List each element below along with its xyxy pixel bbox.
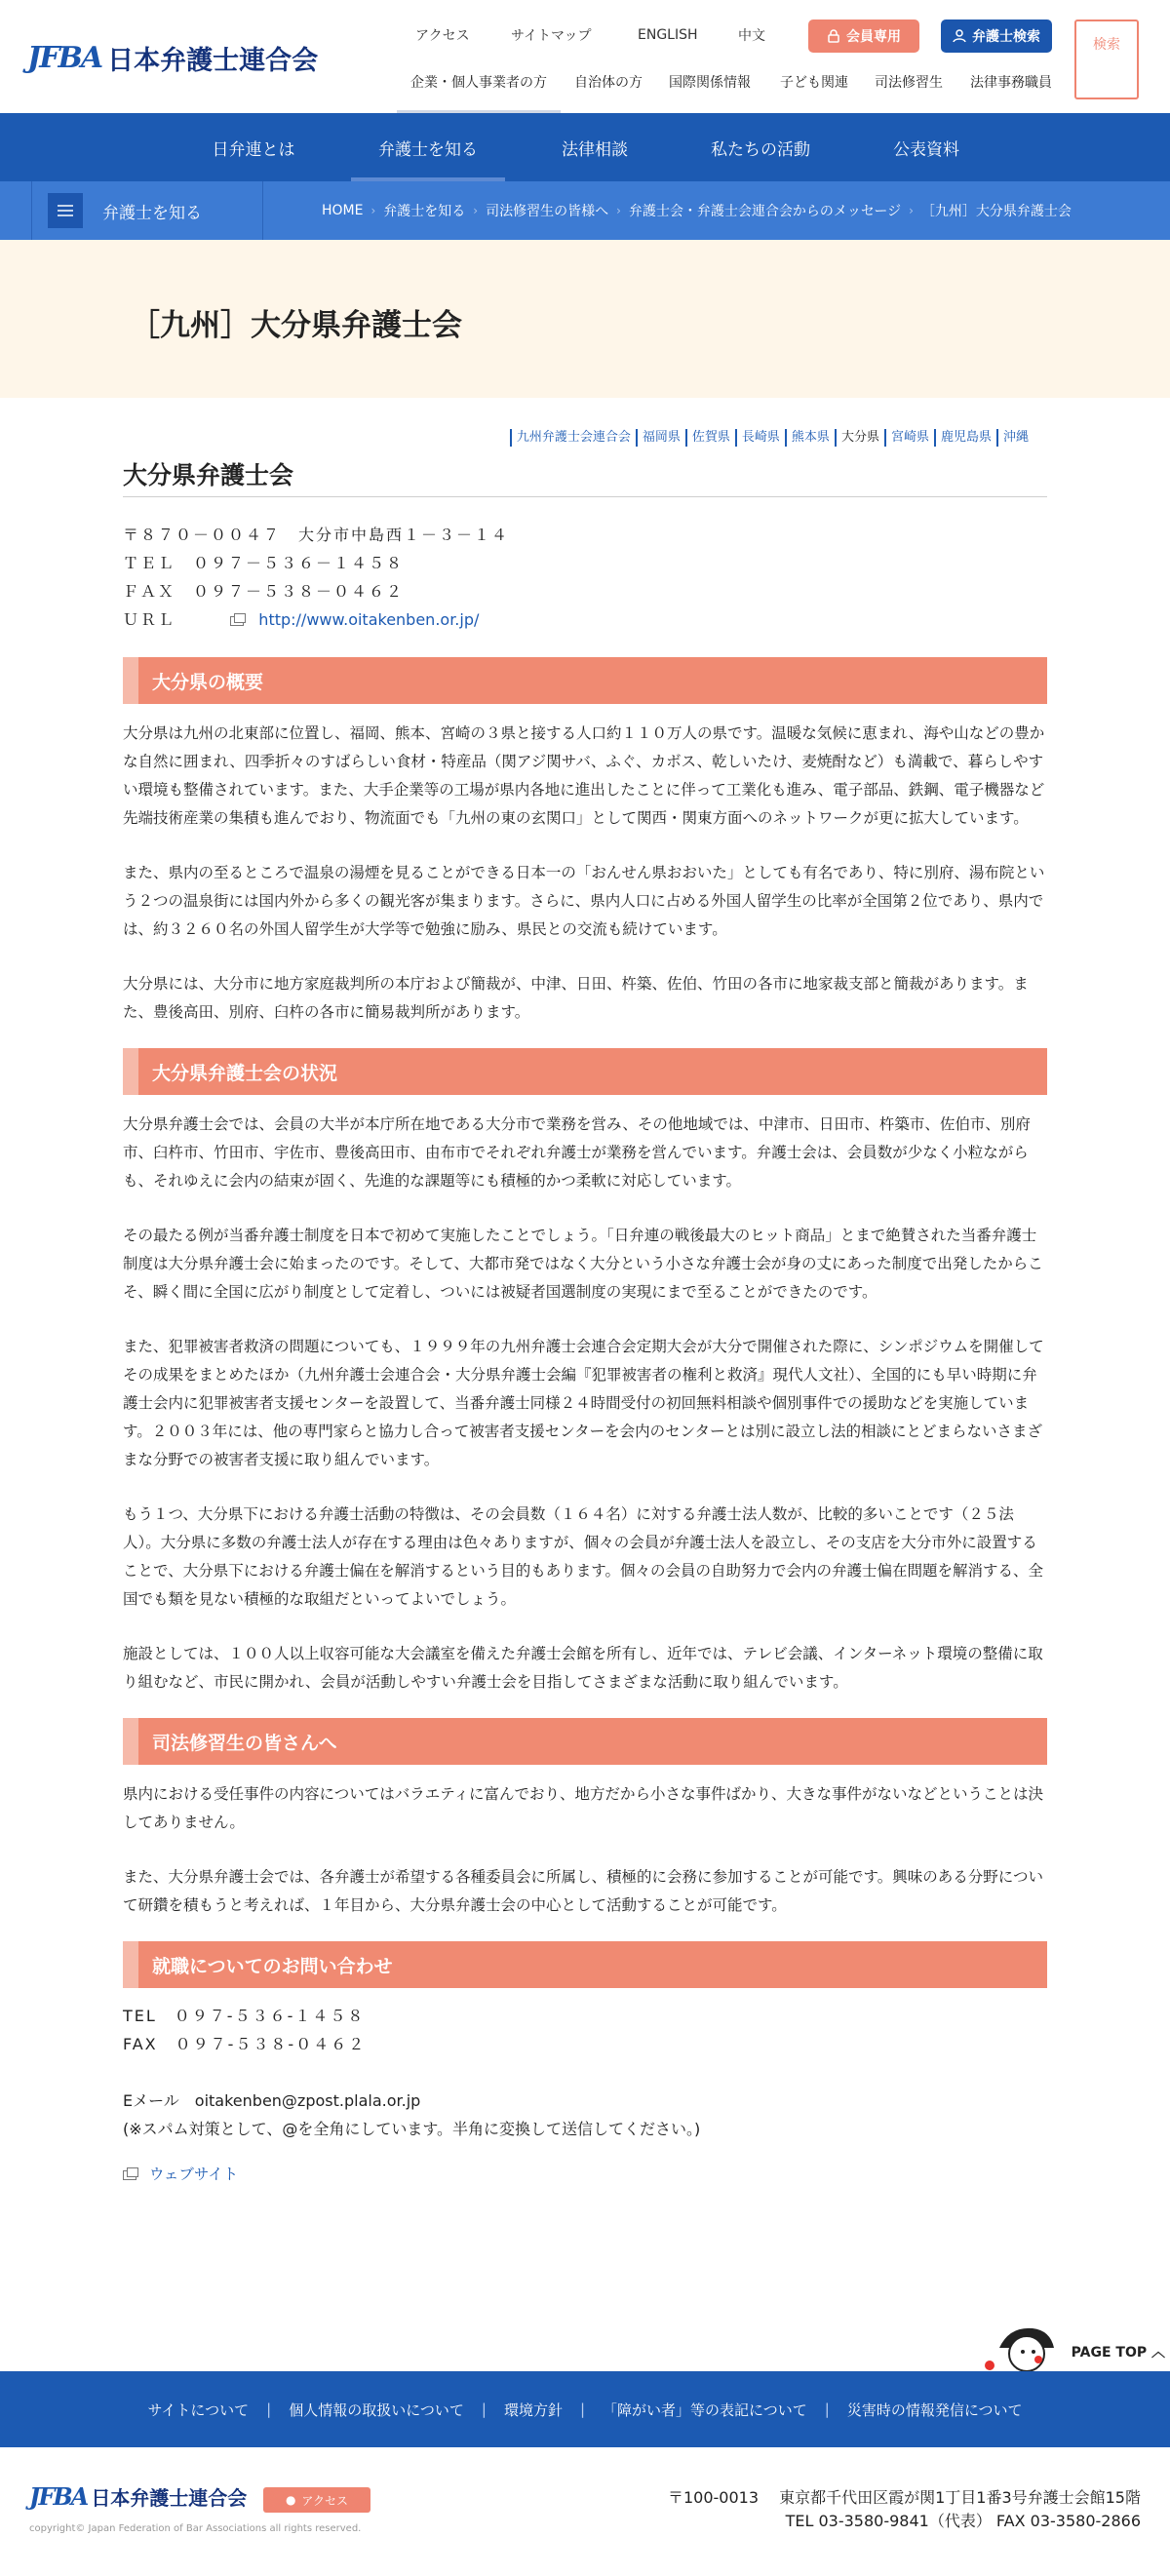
status-paragraph: 大分県弁護士会では、会員の大半が本庁所在地である大分市で業務を営み、その他地域では、中津市、日田市、杵築市、佐伯市、別府市、臼杵市、竹田市、宇佐市、豊後高田市、由布市でそれぞれ弁護士が業務を営んでいます。弁護士会は、会員数が少なく小粒ながらも、それゆえに会内の結束が固く、先進的な課題等にも積極的かつ柔軟に対応しています。	[123, 1115, 1031, 1190]
region-link-kumamoto[interactable]: 熊本県	[785, 429, 835, 447]
chevron-right-icon: ›	[370, 204, 376, 217]
util-link-sitemap[interactable]: サイトマップ	[511, 28, 592, 44]
breadcrumb-home[interactable]: HOME	[322, 203, 364, 218]
region-link-kyushu[interactable]: 九州弁護士会連合会	[510, 429, 636, 447]
hamburger-icon[interactable]	[48, 193, 83, 228]
footer-divider: |	[824, 2400, 830, 2418]
region-links	[510, 429, 1034, 447]
util-link-english[interactable]: ENGLISH	[638, 27, 698, 43]
chevron-right-icon: ›	[909, 204, 914, 217]
site-search-button[interactable]	[1074, 20, 1139, 99]
footer-divider: |	[266, 2400, 272, 2418]
breadcrumb-lawyers[interactable]: 弁護士を知る	[383, 204, 466, 219]
employment-tel: TEL ０９７-５３６-１４５８	[123, 2007, 366, 2025]
footer-divider: |	[579, 2400, 586, 2418]
lawyer-search-label: 弁護士検索	[972, 29, 1040, 45]
footer-address-block	[668, 2486, 1141, 2533]
site-header	[0, 0, 1170, 113]
region-link-okinawa[interactable]: 沖縄	[996, 429, 1034, 447]
section-heading-status: 大分県弁護士会の状況	[123, 1048, 1047, 1095]
member-button-label: 会員専用	[846, 29, 901, 45]
region-link-nagasaki[interactable]: 長崎県	[735, 429, 785, 447]
footer-phone: TEL 03-3580-9841（代表） FAX 03-3580-2866	[785, 2512, 1141, 2530]
section-heading-employment: 就職についてのお問い合わせ	[123, 1941, 1047, 1988]
footer-link-privacy[interactable]: 個人情報の取扱いについて	[289, 2400, 464, 2419]
footer-logo-text: 日本弁護士連合会	[91, 2486, 248, 2510]
employment-contact	[123, 2002, 1047, 2143]
member-button[interactable]	[808, 20, 919, 53]
bar-tel: ＴＥＬ ０９７－５３６－１４５８	[123, 554, 405, 572]
site-footer	[0, 2447, 1170, 2576]
logo-mark: JFBA	[27, 41, 102, 75]
section-menu[interactable]	[31, 181, 263, 240]
main-content	[123, 456, 1047, 2184]
chevron-up-icon: ︿	[1151, 2345, 1165, 2361]
main-nav-activities[interactable]: 私たちの活動	[711, 139, 810, 160]
footer-divider: |	[481, 2400, 487, 2418]
title-band	[0, 240, 1170, 398]
trainees-paragraph: 県内における受任事件の内容についてはバラエティに富んでおり、地方だから小さな事件ばかり、大きな事件がないなどということは決してありません。	[123, 1785, 1043, 1831]
website-link[interactable]: ウェブサイト	[148, 2166, 239, 2183]
copyright: copyright© Japan Federation of Bar Associations all rights reserved.	[29, 2523, 362, 2534]
footer-address: 〒100-0013 東京都千代田区霞が関1丁目1番3号弁護士会館15階	[667, 2488, 1141, 2507]
region-link-saga[interactable]: 佐賀県	[685, 429, 735, 447]
subnav-municipality[interactable]: 自治体の方	[574, 75, 643, 91]
util-link-access[interactable]: アクセス	[415, 28, 470, 44]
employment-fax: FAX ０９７-５３８-０４６２	[123, 2035, 367, 2053]
bar-url-link[interactable]: http://www.oitakenben.or.jp/	[258, 610, 480, 629]
logo-text: 日本弁護士連合会	[107, 46, 319, 76]
subnav-trainees[interactable]: 司法修習生	[875, 75, 943, 91]
bar-contact-info	[123, 521, 1047, 634]
breadcrumb-current: ［九州］大分県弁護士会	[920, 204, 1072, 219]
page-title: ［九州］大分県弁護士会	[130, 308, 462, 343]
subnav-children[interactable]: 子ども関連	[780, 75, 848, 91]
footer-link-disaster[interactable]: 災害時の情報発信について	[846, 2400, 1023, 2419]
footer-link-about-site[interactable]: サイトについて	[147, 2400, 250, 2419]
util-link-chinese[interactable]: 中文	[738, 28, 765, 44]
main-nav-lawyers[interactable]: 弁護士を知る	[351, 113, 505, 181]
person-icon	[953, 29, 966, 43]
status-paragraph: また、犯罪被害者救済の問題についても、１９９９年の九州弁護士会連合会定期大会が大分で開催された際に、シンポジウムを開催してその成果をまとめたほか（九州弁護士会連合会・大分県弁護士会編『犯罪被害者の権利と救済』現代人文社）、全国的にも早い時期に弁護士会内に犯罪被害者支援センターを設置して、当番弁護士同様２４時間受付の初回無料相談や個別事件での援助などを実施しています。２００３年には、他の専門家らと協力し合って被害者支援センターを会内のセンターとは別に設立し法的相談にとどまらないさまざまな分野での被害者支援に取り組んでいます。	[123, 1338, 1044, 1468]
status-paragraph: その最たる例が当番弁護士制度を日本で初めて実施したことでしょう。「日弁連の戦後最大のヒット商品」とまで絶賛された当番弁護士制度は大分県弁護士会に始まったのです。そして、大都市発ではなく大分という小さな弁護士会が身の丈にあった制度で出発したからこそ、瞬く間に全国に広がり制度として定着し、ついには被疑者国選制度の実現にまで至ることができたのです。	[123, 1227, 1043, 1301]
overview-paragraph: 大分県には、大分市に地方家庭裁判所の本庁および簡裁が、中津、日田、杵築、佐伯、竹田の各市に地家裁支部と簡裁があります。また、豊後高田、別府、臼杵の各市に簡易裁判所があります。	[123, 975, 1029, 1021]
region-current-oita: 大分県	[835, 429, 884, 447]
footer-logo[interactable]	[29, 2482, 247, 2511]
breadcrumb	[322, 181, 1072, 240]
section-label: 弁護士を知る	[102, 203, 202, 223]
bar-postal: 〒８７０－００４７ 大分市中島西１－３－１４	[123, 526, 510, 544]
access-button-label: アクセス	[301, 2493, 349, 2508]
map-pin-icon: ●	[285, 2493, 296, 2507]
trainees-paragraph: また、大分県弁護士会では、各弁護士が希望する各種委員会に所属し、積極的に会務に参加することが可能です。興味のある分野について研鑽を積もうと考えれば、１年目から、大分県弁護士会の中心として活動することが可能です。	[123, 1868, 1043, 1914]
status-paragraph: 施設としては、１００人以上収容可能な大会議室を備えた弁護士会館を所有し、近年では、テレビ会議、インターネット環境の整備に取り組むなど、市民に開かれ、会員が活動しやすい弁護士会を目指してさまざまな活動に取り組んでいます。	[123, 1645, 1043, 1691]
subnav-business[interactable]: 企業・個人事業者の方	[410, 72, 547, 98]
footer-logo-mark: JFBA	[29, 2482, 88, 2511]
lawyer-search-button[interactable]	[941, 20, 1052, 53]
region-link-kagoshima[interactable]: 鹿児島県	[934, 429, 996, 447]
region-link-fukuoka[interactable]: 福岡県	[636, 429, 685, 447]
site-search-label: 検索	[1093, 37, 1120, 53]
subnav-staff[interactable]: 法律事務職員	[970, 75, 1052, 91]
footer-link-environment[interactable]: 環境方針	[503, 2400, 563, 2419]
page-top-button[interactable]	[980, 2319, 1165, 2373]
overview-paragraph: また、県内の至るところで温泉の湯煙を見ることができる日本一の「おんせん県おおいた」としても有名であり、特に別府、湯布院という２つの温泉街には国内外から多くの観光客が集まります。さらに、県内人口に占める外国人留学生の比率が全国第２位であり、県内では、約３２６０名の外国人留学生が大学等で勉強に励み、県民との交流も続けています。	[123, 864, 1045, 938]
access-button[interactable]	[263, 2487, 370, 2513]
website-link-row	[123, 2163, 1047, 2184]
page-top-label: PAGE TOP ︿	[1071, 2345, 1165, 2361]
region-link-miyazaki[interactable]: 宮崎県	[884, 429, 934, 447]
chevron-right-icon: ›	[473, 204, 479, 217]
main-nav-consultation[interactable]: 法律相談	[562, 139, 628, 160]
employment-note: (※スパム対策として、@を全角にしています。半角に変換して送信してください。)	[123, 2120, 701, 2138]
footer-nav	[0, 2371, 1170, 2447]
status-paragraph: もう１つ、大分県下における弁護士活動の特徴は、その会員数（１６４名）に対する弁護士法人数が、比較的多いことです（２５法人）。大分県に多数の弁護士法人が存在する理由は色々ありますが、個々の会員が弁護士法人を設立し、その支店を大分市外に設置することで、大分県下における弁護士偏在を解消するという目的もあります。個々の会員の自助努力で会内の弁護士偏在問題を解消する、全国でも類を見ない積極的な取組だといってよいでしょう。	[123, 1505, 1043, 1608]
section-heading-overview: 大分県の概要	[123, 657, 1047, 704]
breadcrumb-trainees[interactable]: 司法修習生の皆様へ	[486, 204, 609, 219]
chevron-right-icon: ›	[616, 204, 621, 217]
bar-name-heading: 大分県弁護士会	[123, 456, 1047, 497]
bar-url-row	[123, 605, 1047, 634]
site-logo[interactable]	[27, 39, 318, 77]
main-nav	[0, 113, 1170, 181]
external-link-icon	[230, 616, 244, 626]
bar-url-label: ＵＲＬ	[123, 610, 176, 629]
mascot-icon	[980, 2319, 1068, 2373]
subnav-international[interactable]: 国際関係情報	[669, 75, 751, 91]
employment-email: Eメール oitakenben@zpost.plala.or.jp	[123, 2091, 421, 2110]
external-link-icon	[123, 2170, 136, 2180]
main-nav-about[interactable]: 日弁連とは	[212, 139, 295, 160]
bar-fax: ＦＡＸ ０９７－５３８－０４６２	[123, 582, 405, 601]
lock-icon	[827, 29, 840, 43]
main-nav-publications[interactable]: 公表資料	[893, 139, 959, 160]
breadcrumb-messages[interactable]: 弁護士会・弁護士会連合会からのメッセージ	[628, 204, 902, 219]
footer-link-notation[interactable]: 「障がい者」等の表記について	[603, 2400, 807, 2419]
section-bar	[0, 181, 1170, 240]
overview-paragraph: 大分県は九州の北東部に位置し、福岡、熊本、宮崎の３県と接する人口約１１０万人の県です。温暖な気候に恵まれ、海や山などの豊かな自然に囲まれ、四季折々のすばらしい食材・特産品（関アジ関サバ、ふぐ、カボス、乾しいたけ、麦焼酎など）も満載で、暮らしやすい環境も整備されています。また、大手企業等の工場が県内各地に進出したことに伴って工業化も進み、電子部品、鉄鋼、電子機器など先端技術産業の集積も進んでおり、物流面でも「九州の東の玄関口」として関西・関東方面へのネットワークが更に拡大しています。	[123, 724, 1045, 827]
section-heading-trainees: 司法修習生の皆さんへ	[123, 1718, 1047, 1765]
